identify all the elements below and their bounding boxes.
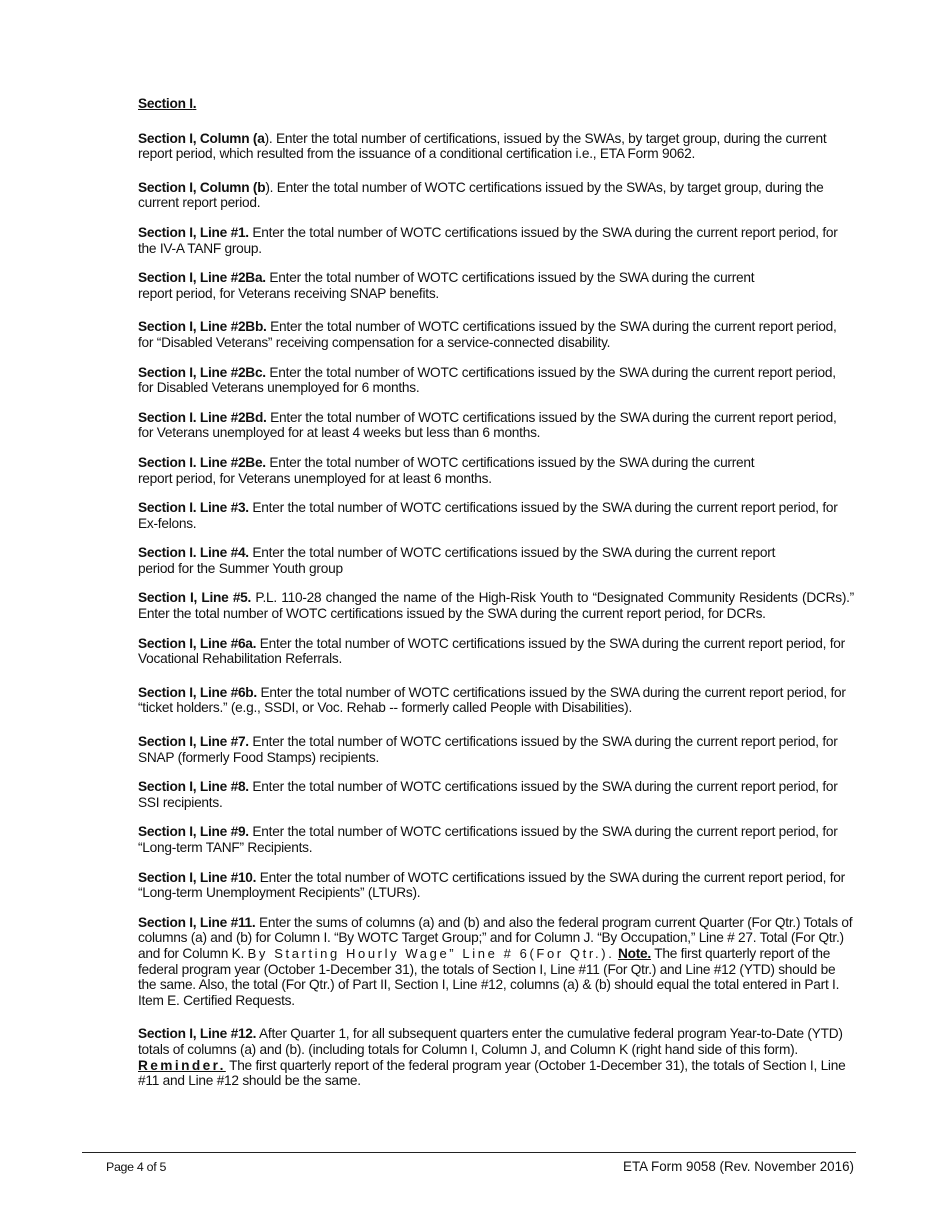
- paragraph-text: After Quarter 1, for all subsequent quarters enter the cumulative federal program Year-to-Date (YTD) totals of columns (a) and (b). (including totals for Column I, Column J, and Column K (right hand side of this form).: [138, 1026, 843, 1057]
- paragraph-line-2bd: [138, 410, 854, 441]
- paragraph-text: Enter the total number of WOTC certifications issued by the SWA during the current report period, for Veterans unemployed for at least 4 weeks but less than 6 months.: [138, 409, 837, 441]
- paragraph-text: The first quarterly report of the federal program year (October 1-December 31), the totals of Section I, Line #11 (For Qtr.) and Line #12 (YTD) should be the same. Also, the total (For Qtr.) of Part II, Section I, Line #12, columns (a) & (b) should equal the total entered in Part I. Item E. Certified Requests.: [138, 945, 840, 1008]
- paragraph-label: Section I, Line #12.: [138, 1026, 257, 1042]
- paragraph-text: Enter the total number of WOTC certifications issued by the SWA during the current report period, for “Long-term Unemployment Recipients” (LTURs).: [138, 869, 845, 901]
- paragraph-text: Enter the total number of WOTC certifications issued by the SWA during the current report period, for SNAP (formerly Food Stamps) recipients.: [138, 734, 838, 765]
- paragraph-text: ). Enter the total number of WOTC certifications issued by the SWAs, by target group, during the current report period.: [138, 179, 824, 211]
- paragraph-line-5: [138, 590, 854, 621]
- paragraph-label: Section I, Line #11.: [138, 914, 256, 930]
- note-label: Note.: [617, 945, 651, 961]
- spaced-text: By Starting Hourly Wage” Line # 6(For Qtr.).: [247, 945, 615, 961]
- paragraph-line-9: [138, 824, 854, 855]
- paragraph-line-1: [138, 225, 854, 256]
- paragraph-text: Enter the total number of WOTC certifications issued by the SWA during the current report period, for Disabled Veterans unemployed for 6 months.: [138, 364, 836, 396]
- paragraph-label: Section I. Line #2Bd.: [138, 409, 267, 425]
- paragraph-text: Enter the total number of WOTC certifications issued by the SWA during the current report period, for the IV-A TANF group.: [138, 224, 838, 256]
- paragraph-label: Section I, Line #8.: [138, 779, 249, 795]
- paragraph-column-b: [138, 180, 854, 211]
- paragraph-label: Section I, Line #2Bc.: [138, 364, 266, 380]
- paragraph-label: Section I, Line #5.: [138, 590, 252, 606]
- paragraph-line-2bc: [138, 365, 854, 396]
- paragraph-line-6a: [138, 636, 854, 667]
- paragraph-text: The first quarterly report of the federal program year (October 1-December 31), the totals of Section I, Line #11 and Line #12 should be the same.: [138, 1057, 846, 1089]
- paragraph-label: Section I, Line #9.: [138, 824, 249, 840]
- paragraph-line-6b: [138, 685, 854, 716]
- paragraph-label: Section I. Line #2Be.: [138, 454, 266, 470]
- paragraph-label: Section I, Line #6a.: [138, 635, 257, 651]
- paragraph-text: Enter the total number of WOTC certifications issued by the SWA during the current report period, for Veterans receiving SNAP benefits.: [138, 270, 755, 301]
- footer-divider: [82, 1152, 856, 1153]
- paragraph-label: Section I, Line #6b.: [138, 684, 257, 700]
- reminder-label: Reminder.: [138, 1057, 226, 1073]
- paragraph-text: P.L. 110-28 changed the name of the High-Risk Youth to “Designated Community Residents (DCRs).” Enter the total number of WOTC certifications issued by the SWA during the current report period, for DCRs.: [138, 590, 854, 622]
- paragraph-text: Enter the total number of WOTC certifications issued by the SWA during the current report period, for Veterans unemployed for at least 6 months.: [138, 454, 755, 486]
- paragraph-text: Enter the total number of WOTC certifications issued by the SWA during the current report period, for “ticket holders.” (e.g., SSDI, or Voc. Rehab -- formerly called People with Disabilities).: [138, 684, 846, 716]
- paragraph-line-3: [138, 500, 854, 531]
- paragraph-label: Section I, Line #2Bb.: [138, 319, 267, 335]
- paragraph-text: Enter the total number of WOTC certifications issued by the SWA during the current report period, for SSI recipients.: [138, 779, 838, 810]
- paragraph-line-7: [138, 734, 854, 765]
- paragraph-text: Enter the total number of WOTC certifications issued by the SWA during the current report period, for “Long-term TANF” Recipients.: [138, 824, 838, 855]
- paragraph-label: Section I. Line #4.: [138, 545, 249, 561]
- paragraph-label: Section I, Line #2Ba.: [138, 270, 266, 286]
- paragraph-text: Enter the total number of WOTC certifications issued by the SWA during the current report period for the Summer Youth group: [138, 545, 776, 576]
- paragraph-line-10: [138, 870, 854, 901]
- paragraph-label: Section I, Line #10.: [138, 869, 257, 885]
- paragraph-line-11: [138, 915, 854, 1009]
- page-content: [138, 96, 854, 1103]
- paragraph-text: Enter the sums of columns (a) and (b) and also the federal program current Quarter (For Qtr.) Totals of columns (a) and (b) for Column I. “By WOTC Target Group;” and for Column J. “By Occupation,” Line # 27. Total (For Qtr.) and for Column K.: [138, 914, 853, 961]
- paragraph-line-2be: [138, 455, 768, 486]
- paragraph-text: ). Enter the total number of certifications, issued by the SWAs, by target group, during the current report period, which resulted from the issuance of a conditional certification i.e., ETA Form 9062.: [138, 130, 827, 162]
- paragraph-line-4: [138, 545, 798, 576]
- paragraph-text: Enter the total number of WOTC certifications issued by the SWA during the current report period, for “Disabled Veterans” receiving compensation for a service-connected disability.: [138, 319, 837, 350]
- paragraph-line-12: [138, 1026, 854, 1088]
- page-number: Page 4 of 5: [106, 1160, 167, 1174]
- paragraph-line-8: [138, 779, 854, 810]
- paragraph-label: Section I, Column (b: [138, 179, 266, 195]
- paragraph-text: Enter the total number of WOTC certifications issued by the SWA during the current report period, for Vocational Rehabilitation Referrals.: [138, 635, 845, 667]
- paragraph-label: Section I, Line #1.: [138, 224, 249, 240]
- form-identifier: ETA Form 9058 (Rev. November 2016): [623, 1159, 854, 1174]
- paragraph-text: Enter the total number of WOTC certifications issued by the SWA during the current report period, for Ex-felons.: [138, 500, 838, 531]
- paragraph-column-a: [138, 131, 854, 162]
- paragraph-line-2bb: [138, 319, 854, 350]
- paragraph-label: Section I, Column (a: [138, 130, 265, 146]
- paragraph-label: Section I. Line #3.: [138, 500, 249, 516]
- paragraph-line-2ba: [138, 270, 768, 301]
- paragraph-label: Section I, Line #7.: [138, 734, 249, 750]
- section-heading: Section I.: [138, 96, 197, 111]
